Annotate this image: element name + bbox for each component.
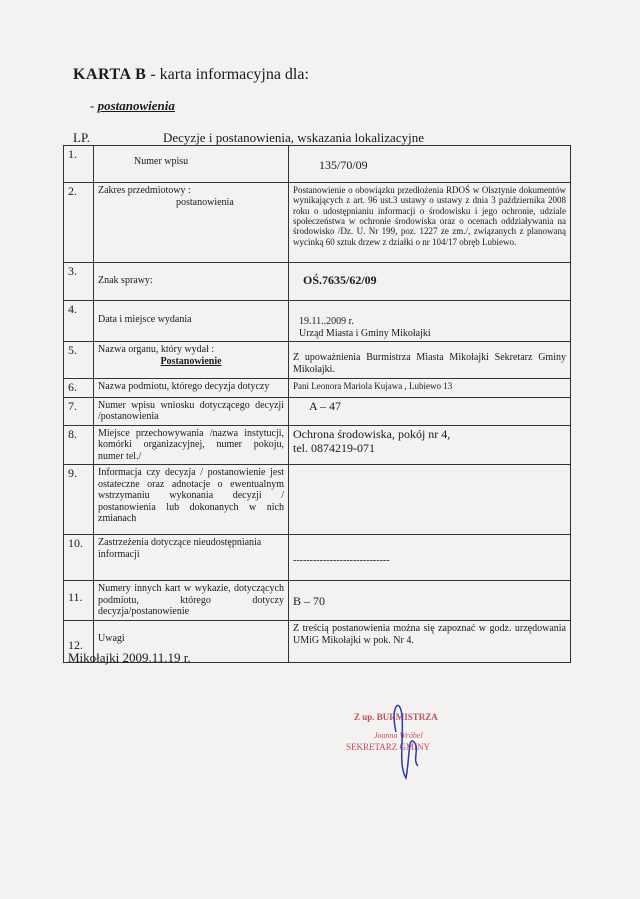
row-label [94, 183, 289, 263]
row-number: 12. [64, 621, 94, 663]
row-label-line: postanowienia [176, 196, 234, 208]
row-value: Postanowienie o obowiązku przedłożenia RDOŚ w Olsztynie dokumentów wynikających z art. 96 ust.3 ustawy o ustawy z dnia 3 października 2008 roku o udostępnianiu informacji o środowisku i jego ochronie, udziale społeczeństwa w ochronie środowiska oraz o ocenach oddziaływania na środowisko /Dz. U. Nr 199, poz. 1227 ze zm./, związanych z planowaną wycinką 60 sztuk drzew z działki o nr 104/17 obręb Lubiewo. [289, 183, 571, 263]
row-number: 8. [64, 425, 94, 465]
stamp-line-1: Z up. BURMISTRZA [354, 712, 438, 722]
row-number: 10. [64, 535, 94, 581]
row-label: Data i miejsce wydania [94, 301, 289, 342]
row-value: 135/70/09 [289, 146, 571, 183]
document-title: KARTA B - karta informacyjna dla: [73, 66, 309, 83]
row-label-line: Zakres przedmiotowy : [98, 185, 191, 196]
place-date: Mikołajki 2009.11.19 r. [68, 650, 191, 665]
row-label: Informacja czy decyzja / postanowienie jest ostateczne oraz adnotacje o ewentualnym wstrzymaniu wykonania decyzji / postanowienia lub dokonanych w nich zmianach [94, 465, 289, 535]
row-label-line: Nazwa organu, który wydał : [98, 344, 215, 355]
row-value-line: Urząd Miasta i Gminy Mikołajki [299, 327, 431, 339]
row-label: Zastrzeżenia dotyczące nieudostępniania informacji [94, 535, 289, 581]
table-row [64, 425, 571, 465]
official-stamp [340, 696, 470, 786]
table-row [64, 535, 571, 581]
table-row [64, 301, 571, 342]
row-number: 1. [64, 146, 94, 183]
row-number: 2. [64, 183, 94, 263]
row-value-line: 19.11..2009 r. [299, 316, 354, 327]
stamp-line-3: SEKRETARZ GMINY [346, 742, 431, 752]
row-number: 7. [64, 397, 94, 425]
table-row [64, 263, 571, 301]
row-number: 9. [64, 465, 94, 535]
row-label: Numer wpisu wniosku dotyczącego decyzji /postanowienia [94, 397, 289, 425]
table-row [64, 379, 571, 398]
stamp-line-2: Joanna Wróbel [374, 731, 423, 740]
table-row [64, 397, 571, 425]
document-subtitle: - postanowienia [90, 98, 175, 113]
row-number: 4. [64, 301, 94, 342]
row-label: Miejsce przechowywania /nazwa instytucji, komórki organizacyjnej, numer pokoju, numer tel./ [94, 425, 289, 465]
row-label: Numery innych kart w wykazie, dotyczących podmiotu, którego dotyczy decyzja/postanowienie [94, 581, 289, 621]
row-label-line: Postanowienie [160, 355, 222, 367]
row-label: Uwagi [94, 621, 289, 663]
table-row [64, 183, 571, 263]
row-value: Z upoważnienia Burmistrza Miasta Mikołajki Sekretarz Gminy Mikołajki. [289, 342, 571, 379]
row-value [289, 465, 571, 535]
row-value: A – 47 [289, 397, 571, 425]
row-number: 5. [64, 342, 94, 379]
row-value-line: tel. 0874219-071 [293, 440, 375, 455]
row-number: 6. [64, 379, 94, 398]
row-label: Numer wpisu [94, 146, 289, 183]
row-value [289, 301, 571, 342]
column-lp-header: LP. [73, 130, 90, 145]
row-value: Z treścią postanowienia można się zapoznać w godz. urzędowania UMiG Mikołajki w pok. Nr 4. [289, 621, 571, 663]
row-value [289, 425, 571, 465]
row-label [94, 342, 289, 379]
row-value: ----------------------------- [289, 535, 571, 581]
row-value: Pani Leonora Mariola Kujawa , Lubiewo 13 [289, 379, 571, 398]
row-label: Nazwa podmiotu, którego decyzja dotyczy [94, 379, 289, 398]
row-number: 11. [64, 581, 94, 621]
row-value: OŚ.7635/62/09 [289, 263, 571, 301]
table-row [64, 146, 571, 183]
table-row [64, 342, 571, 379]
row-value-line: Ochrona środowiska, pokój nr 4, [293, 426, 451, 441]
info-table [63, 145, 571, 663]
column-title-header: Decyzje i postanowienia, wskazania lokalizacyjne [163, 130, 424, 145]
table-row [64, 465, 571, 535]
table-row [64, 581, 571, 621]
row-number: 3. [64, 263, 94, 301]
row-label: Znak sprawy: [94, 263, 289, 301]
row-value: B – 70 [289, 581, 571, 621]
